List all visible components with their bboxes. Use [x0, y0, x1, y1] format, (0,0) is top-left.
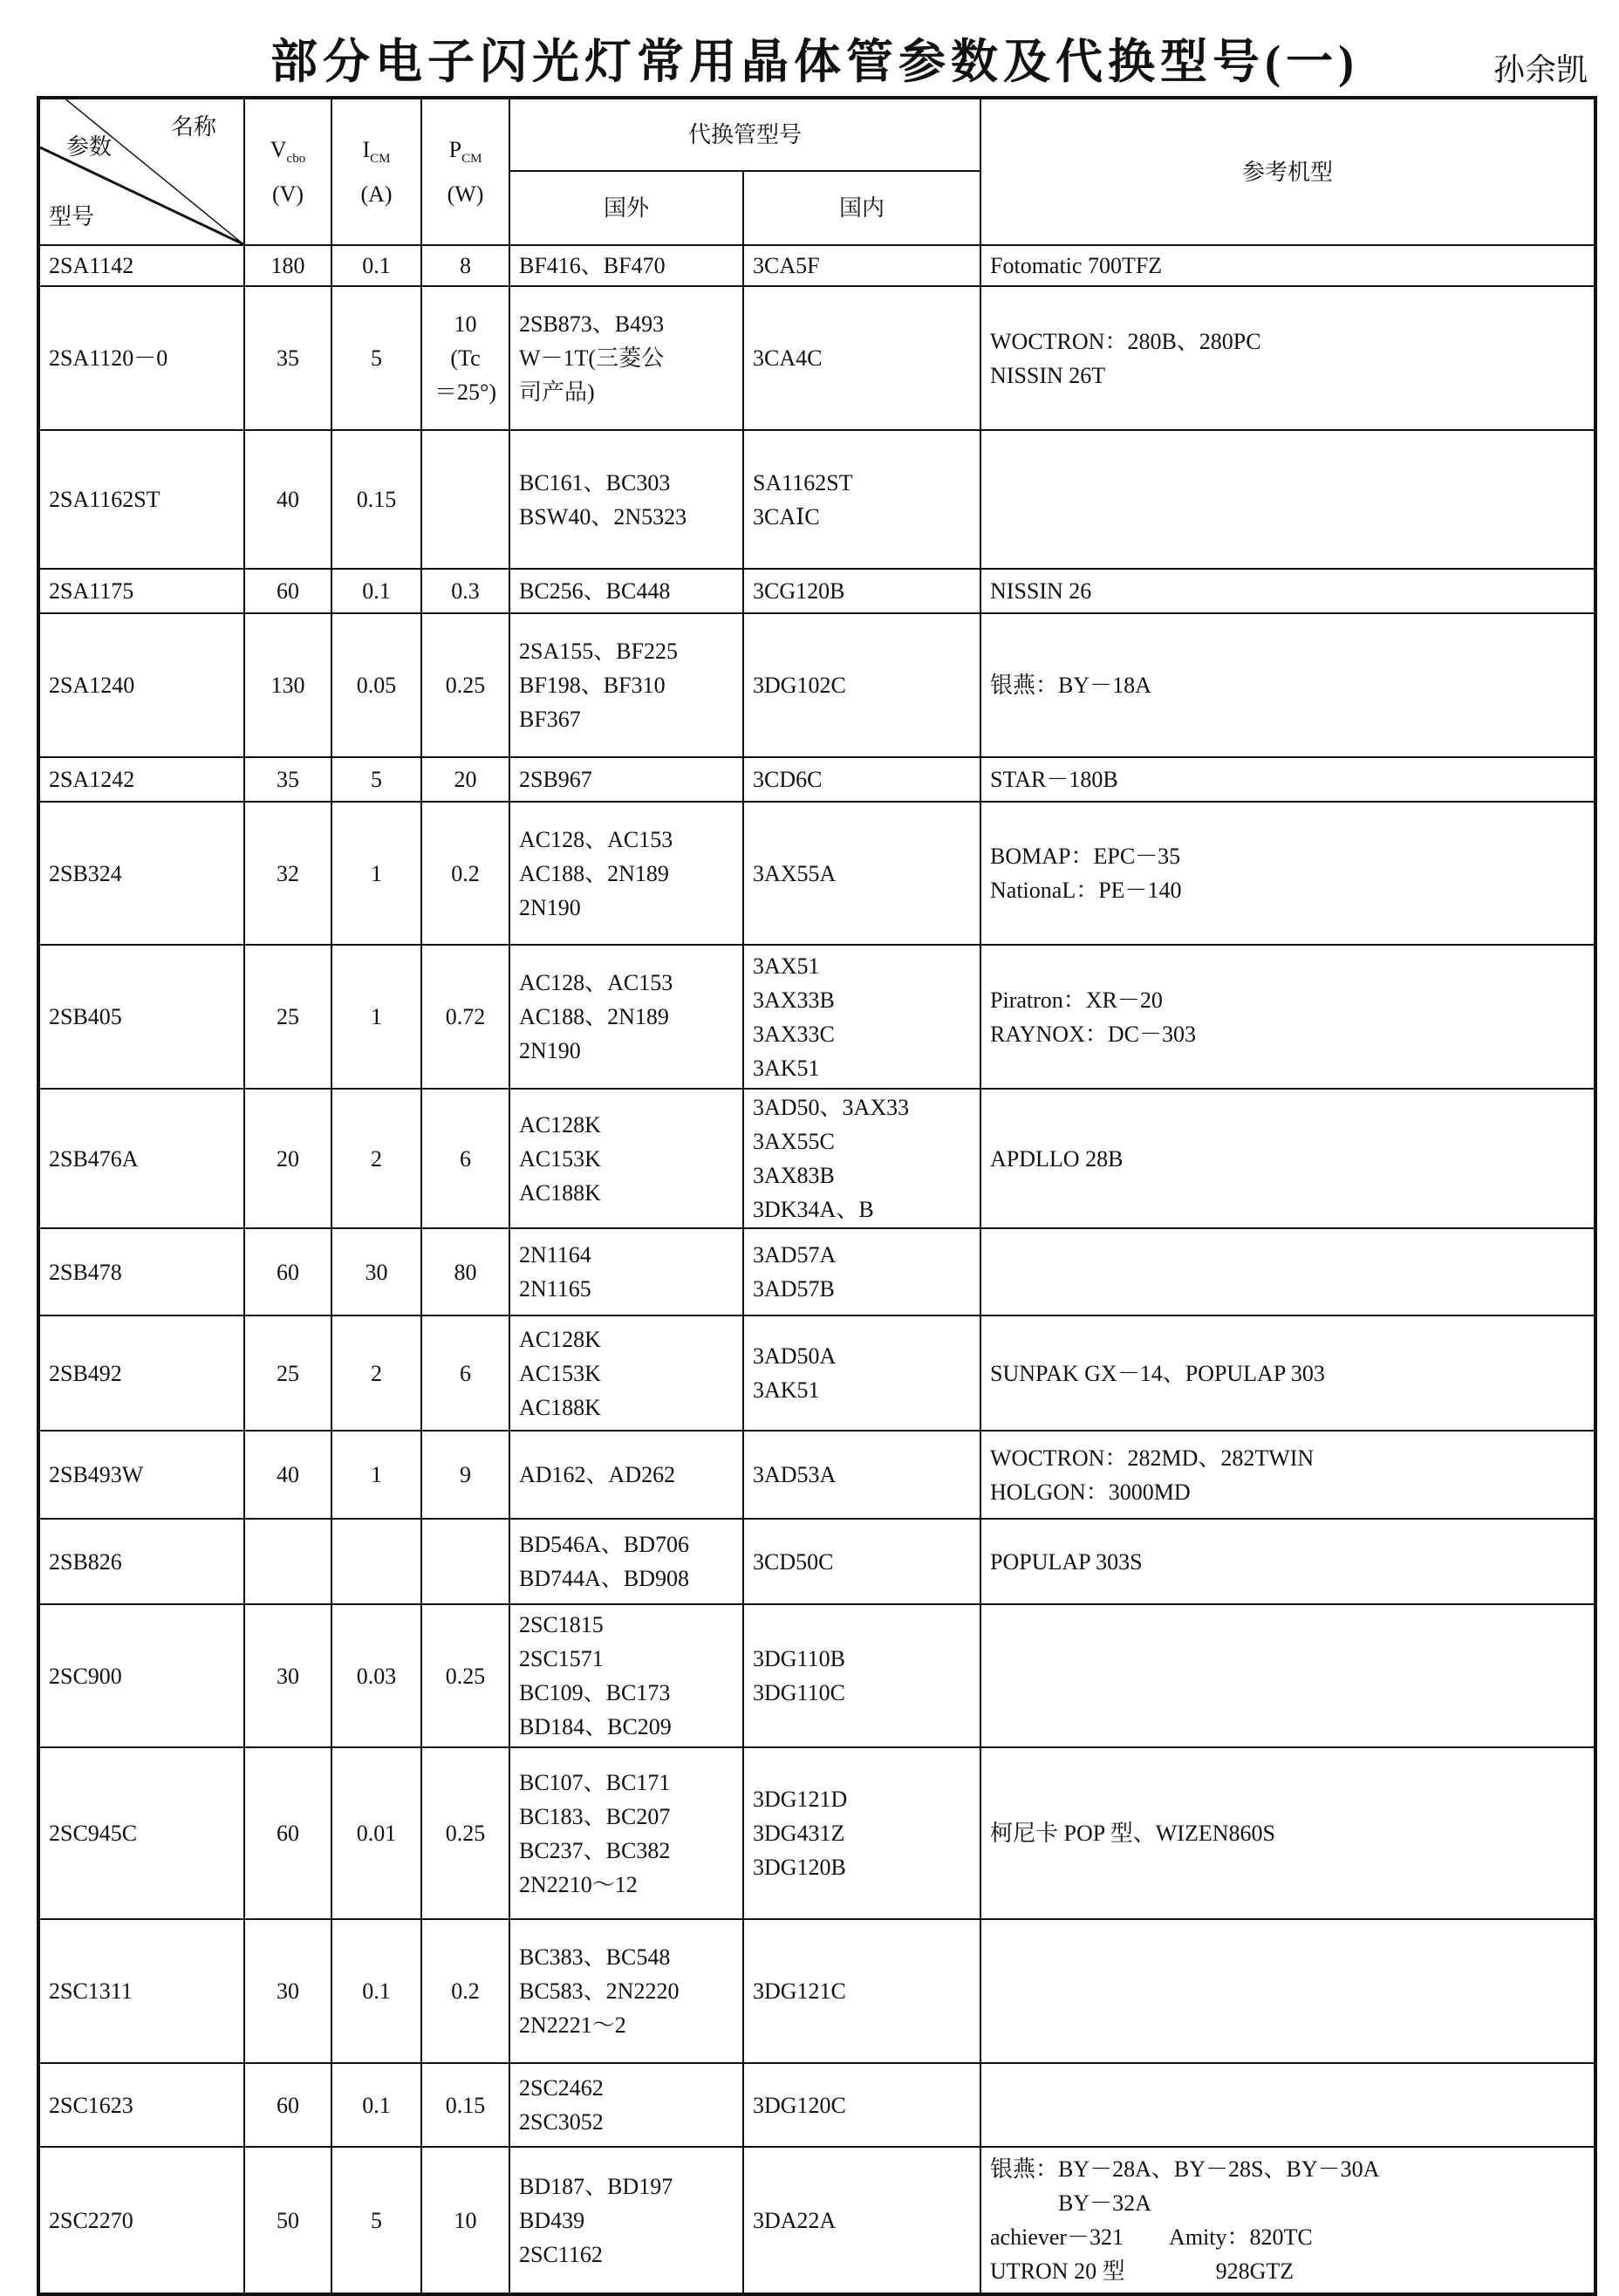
header-replacement: 代换管型号: [509, 98, 980, 171]
cell-domestic: [743, 1919, 980, 2063]
cell-reference: [980, 802, 1595, 945]
cell-model: 2SC1623: [38, 2063, 244, 2147]
cell-foreign: [509, 245, 743, 286]
foreign-line: BD184、BC209: [519, 1714, 672, 1739]
author: 孙余凯: [1493, 52, 1588, 87]
table-row: [38, 613, 1595, 757]
foreign-line: BD546A、BD706: [519, 1532, 690, 1557]
cell-reference: [980, 2147, 1595, 2294]
cell-vcbo: 180: [244, 245, 331, 286]
cell-model: 2SA1240: [38, 613, 244, 757]
cell-reference: [980, 2063, 1595, 2147]
table-body: [38, 245, 1595, 2294]
cell-vcbo: 20: [244, 1089, 331, 1228]
cell-model: 2SC1311: [38, 1919, 244, 2063]
reference-line: HOLGON：3000MD: [990, 1479, 1191, 1505]
foreign-line: BSW40、2N5323: [519, 503, 687, 530]
domestic-line: 3CD6C: [753, 767, 823, 792]
table-row: [38, 1315, 1595, 1431]
domestic-line: 3CAⅠC: [753, 503, 820, 530]
foreign-line: BD187、BD197: [519, 2173, 673, 2199]
table-row: [38, 1604, 1595, 1747]
cell-domestic: [743, 1519, 980, 1604]
cell-domestic: [743, 1747, 980, 1919]
foreign-line: BC107、BC171: [519, 1769, 671, 1795]
cell-reference: [980, 286, 1595, 430]
header-reference: 参考机型: [980, 98, 1595, 245]
pcm-line: 6: [460, 1145, 471, 1172]
cell-domestic: [743, 430, 980, 569]
foreign-line: BD439: [519, 2207, 585, 2233]
cell-foreign: [509, 1604, 743, 1747]
foreign-line: BD744A、BD908: [519, 1566, 690, 1591]
cell-domestic: [743, 1315, 980, 1431]
cell-domestic: [743, 802, 980, 945]
foreign-line: AC188K: [519, 1394, 601, 1420]
domestic-line: 3CA4C: [753, 345, 823, 371]
cell-icm: 0.05: [331, 613, 421, 757]
foreign-line: BC583、2N2220: [519, 1978, 680, 2004]
cell-icm: 0.15: [331, 430, 421, 569]
cell-pcm: [421, 2147, 509, 2294]
foreign-line: BC109、BC173: [519, 1680, 671, 1705]
cell-icm: 2: [331, 1089, 421, 1228]
cell-model: 2SA1142: [38, 245, 244, 286]
cell-pcm: [421, 1604, 509, 1747]
table-row: [38, 757, 1595, 802]
cell-foreign: [509, 802, 743, 945]
domestic-line: 3AD57B: [753, 1276, 835, 1302]
table-row: [38, 945, 1595, 1089]
cell-foreign: [509, 945, 743, 1089]
domestic-line: 3AX33B: [753, 987, 835, 1013]
foreign-line: 2N2221～2: [519, 2012, 626, 2038]
diagonal-header-cell: [38, 98, 244, 245]
cell-model: 2SC945C: [38, 1747, 244, 1919]
cell-reference: [980, 569, 1595, 613]
domestic-line: 3CG120B: [753, 578, 845, 604]
cell-pcm: [421, 245, 509, 286]
cell-reference: [980, 1519, 1595, 1604]
foreign-line: AC153K: [519, 1145, 601, 1172]
cell-vcbo: 32: [244, 802, 331, 945]
table-row: [38, 1919, 1595, 2063]
pcm-line: 9: [460, 1462, 471, 1487]
cell-vcbo: [244, 1519, 331, 1604]
foreign-line: 2N1164: [519, 1242, 591, 1268]
foreign-line: BC183、BC207: [519, 1803, 671, 1829]
foreign-line: 2SC1162: [519, 2241, 603, 2267]
foreign-line: 2N1165: [519, 1276, 591, 1302]
table-row: [38, 286, 1595, 430]
cell-model: 2SC2270: [38, 2147, 244, 2294]
domestic-line: SA1162ST: [753, 469, 853, 495]
cell-domestic: [743, 757, 980, 802]
pcm-line: 8: [460, 253, 471, 278]
foreign-line: 司产品): [519, 379, 595, 405]
transistor-table: [37, 96, 1597, 2296]
reference-line: 柯尼卡 POP 型、WIZEN860S: [990, 1821, 1275, 1846]
cell-icm: 1: [331, 1431, 421, 1519]
pcm-line: 0.25: [445, 1821, 486, 1846]
domestic-line: 3AD50、3AX33: [753, 1095, 910, 1120]
cell-pcm: [421, 286, 509, 430]
domestic-line: 3AK51: [753, 1377, 820, 1403]
cell-domestic: [743, 286, 980, 430]
cell-vcbo: 40: [244, 1431, 331, 1519]
reference-line: RAYNOX：DC－303: [990, 1021, 1196, 1047]
cell-icm: 0.03: [331, 1604, 421, 1747]
foreign-line: AC153K: [519, 1360, 601, 1386]
cell-reference: [980, 1089, 1595, 1228]
domestic-line: 3DG121C: [753, 1978, 846, 2004]
foreign-line: AC128、AC153: [519, 970, 673, 995]
foreign-line: AC188K: [519, 1179, 601, 1206]
domestic-line: 3AD53A: [753, 1462, 837, 1487]
domestic-line: 3AX33C: [753, 1021, 835, 1047]
cell-model: 2SB405: [38, 945, 244, 1089]
cell-domestic: [743, 613, 980, 757]
foreign-line: 2N190: [519, 894, 581, 920]
cell-domestic: [743, 945, 980, 1089]
cell-icm: 5: [331, 286, 421, 430]
cell-domestic: [743, 1228, 980, 1315]
domestic-line: 3AX55A: [753, 860, 837, 886]
reference-line: WOCTRON：282MD、282TWIN: [990, 1445, 1315, 1471]
cell-pcm: [421, 613, 509, 757]
cell-reference: [980, 613, 1595, 757]
cell-model: 2SA1162ST: [38, 430, 244, 569]
domestic-line: 3CD50C: [753, 1548, 834, 1575]
reference-line: 银燕：BY－28A、BY－28S、BY－30A: [990, 2156, 1380, 2182]
cell-foreign: [509, 1431, 743, 1519]
header-domestic: 国内: [743, 171, 980, 245]
cell-vcbo: 25: [244, 1315, 331, 1431]
cell-reference: [980, 1604, 1595, 1747]
foreign-line: AD162、AD262: [519, 1462, 676, 1487]
cell-reference: [980, 430, 1595, 569]
foreign-line: BF367: [519, 707, 581, 732]
cell-foreign: [509, 1747, 743, 1919]
cell-vcbo: 40: [244, 430, 331, 569]
cell-pcm: [421, 569, 509, 613]
foreign-line: BC256、BC448: [519, 578, 671, 604]
reference-line: Piratron：XR－20: [990, 987, 1163, 1013]
foreign-line: 2SC1815: [519, 1612, 604, 1637]
cell-vcbo: 60: [244, 1747, 331, 1919]
cell-reference: [980, 1228, 1595, 1315]
cell-vcbo: 35: [244, 286, 331, 430]
header-name-label: 名称: [171, 114, 217, 140]
cell-reference: [980, 1919, 1595, 2063]
reference-line: APDLLO 28B: [990, 1145, 1124, 1172]
cell-pcm: [421, 757, 509, 802]
foreign-line: 2SC1571: [519, 1646, 604, 1671]
foreign-line: AC188、2N189: [519, 1004, 669, 1029]
domestic-line: 3DG110B: [753, 1646, 845, 1671]
pcm-line: 0.72: [445, 1004, 486, 1029]
cell-domestic: [743, 2147, 980, 2294]
cell-foreign: [509, 1519, 743, 1604]
table-row: [38, 1089, 1595, 1228]
cell-vcbo: 60: [244, 2063, 331, 2147]
cell-model: 2SA1242: [38, 757, 244, 802]
cell-model: 2SB826: [38, 1519, 244, 1604]
domestic-line: 3AD50A: [753, 1343, 837, 1369]
reference-line: SUNPAK GX－14、POPULAP 303: [990, 1360, 1325, 1386]
cell-domestic: [743, 1604, 980, 1747]
cell-pcm: [421, 430, 509, 569]
cell-foreign: [509, 286, 743, 430]
header-icm: $I_{CM}$ (A): [331, 98, 421, 245]
header-pcm: $P_{CM}$ (W): [421, 98, 509, 245]
foreign-line: 2N190: [519, 1038, 581, 1063]
table-row: [38, 1228, 1595, 1315]
pcm-line: 0.25: [445, 673, 486, 698]
table-row: [38, 2063, 1595, 2147]
cell-foreign: [509, 1315, 743, 1431]
cell-reference: [980, 245, 1595, 286]
domestic-line: 3DG431Z: [753, 1821, 845, 1846]
cell-pcm: [421, 2063, 509, 2147]
cell-foreign: [509, 569, 743, 613]
cell-icm: 1: [331, 945, 421, 1089]
cell-pcm: [421, 1919, 509, 2063]
cell-pcm: [421, 1228, 509, 1315]
cell-vcbo: 35: [244, 757, 331, 802]
domestic-line: 3DG120C: [753, 2092, 846, 2118]
pcm-line: 0.2: [451, 1978, 480, 2004]
pcm-line: 0.25: [445, 1663, 486, 1689]
cell-domestic: [743, 569, 980, 613]
header-model-label: 型号: [49, 204, 95, 229]
cell-foreign: [509, 1228, 743, 1315]
pcm-line: ＝25°): [434, 379, 497, 405]
cell-model: 2SB476A: [38, 1089, 244, 1228]
cell-vcbo: 30: [244, 1919, 331, 2063]
reference-line: UTRON 20 型 928GTZ: [990, 2258, 1295, 2284]
cell-foreign: [509, 2147, 743, 2294]
cell-icm: 0.1: [331, 2063, 421, 2147]
cell-icm: 0.1: [331, 569, 421, 613]
cell-model: 2SB478: [38, 1228, 244, 1315]
domestic-line: 3DA22A: [753, 2207, 837, 2233]
domestic-line: 3CA5F: [753, 253, 820, 278]
table-row: [38, 802, 1595, 945]
cell-foreign: [509, 757, 743, 802]
domestic-line: 3AX55C: [753, 1129, 835, 1154]
cell-model: 2SA1175: [38, 569, 244, 613]
reference-line: NationaL：PE－140: [990, 878, 1182, 903]
cell-icm: 0.01: [331, 1747, 421, 1919]
table-row: [38, 245, 1595, 286]
cell-vcbo: 60: [244, 569, 331, 613]
cell-vcbo: 30: [244, 1604, 331, 1747]
foreign-line: AC128K: [519, 1111, 601, 1138]
foreign-line: BC383、BC548: [519, 1944, 671, 1970]
pcm-line: 10: [454, 2207, 477, 2233]
domestic-line: 3AX83B: [753, 1163, 835, 1188]
cell-vcbo: 50: [244, 2147, 331, 2294]
cell-icm: 1: [331, 802, 421, 945]
cell-reference: [980, 1315, 1595, 1431]
foreign-line: BC161、BC303: [519, 469, 671, 495]
cell-icm: 2: [331, 1315, 421, 1431]
reference-line: BY－32A: [990, 2190, 1151, 2216]
pcm-line: 80: [454, 1259, 477, 1285]
domestic-line: 3DK34A、B: [753, 1197, 874, 1222]
pcm-line: 20: [454, 767, 477, 792]
cell-domestic: [743, 245, 980, 286]
cell-vcbo: 130: [244, 613, 331, 757]
foreign-line: AC128、AC153: [519, 826, 673, 852]
cell-reference: [980, 1431, 1595, 1519]
cell-icm: [331, 1519, 421, 1604]
pcm-line: 6: [460, 1360, 471, 1386]
header-param-label: 参数: [66, 134, 113, 160]
foreign-line: BC237、BC382: [519, 1837, 671, 1863]
reference-line: Fotomatic 700TFZ: [990, 253, 1163, 278]
cell-pcm: [421, 1431, 509, 1519]
domestic-line: 3DG110C: [753, 1680, 845, 1705]
foreign-line: W－1T(三菱公: [519, 345, 665, 371]
cell-domestic: [743, 2063, 980, 2147]
foreign-line: 2SB873、B493: [519, 311, 665, 337]
cell-model: 2SC900: [38, 1604, 244, 1747]
domestic-line: 3DG102C: [753, 673, 846, 698]
foreign-line: 2SC3052: [519, 2109, 604, 2135]
cell-icm: 0.1: [331, 245, 421, 286]
reference-line: POPULAP 303S: [990, 1548, 1143, 1575]
table-row: [38, 1519, 1595, 1604]
reference-line: NISSIN 26T: [990, 362, 1106, 388]
cell-vcbo: 25: [244, 945, 331, 1089]
cell-foreign: [509, 1089, 743, 1228]
cell-pcm: [421, 802, 509, 945]
reference-line: achiever－321 Amity：820TC: [990, 2224, 1313, 2250]
table-row: [38, 2147, 1595, 2294]
reference-line: WOCTRON：280B、280PC: [990, 328, 1261, 354]
cell-reference: [980, 757, 1595, 802]
pcm-line: 0.15: [445, 2092, 486, 2118]
pcm-line: (Tc: [450, 345, 481, 371]
cell-pcm: [421, 1519, 509, 1604]
cell-foreign: [509, 613, 743, 757]
domestic-line: 3AX51: [753, 953, 820, 979]
table-row: [38, 1431, 1595, 1519]
table-row: [38, 1747, 1595, 1919]
cell-icm: 5: [331, 2147, 421, 2294]
reference-line: STAR－180B: [990, 767, 1118, 792]
foreign-line: 2SC2462: [519, 2075, 604, 2101]
cell-pcm: [421, 1747, 509, 1919]
cell-icm: 30: [331, 1228, 421, 1315]
header-foreign: 国外: [509, 171, 743, 245]
foreign-line: BF198、BF310: [519, 673, 666, 698]
domestic-line: 3AK51: [753, 1055, 820, 1081]
domestic-line: 3DG120B: [753, 1855, 846, 1880]
cell-icm: 0.1: [331, 1919, 421, 2063]
cell-model: 2SA1120－0: [38, 286, 244, 430]
pcm-line: 0.3: [451, 578, 480, 604]
pcm-line: 0.2: [451, 860, 480, 886]
cell-reference: [980, 1747, 1595, 1919]
cell-foreign: [509, 2063, 743, 2147]
domestic-line: 3AD57A: [753, 1242, 837, 1268]
page-title: 部分电子闪光灯常用晶体管参数及代换型号(一): [270, 36, 1359, 88]
pcm-line: 10: [454, 311, 477, 337]
foreign-line: 2SB967: [519, 767, 592, 792]
cell-pcm: [421, 1089, 509, 1228]
foreign-line: AC128K: [519, 1326, 601, 1352]
cell-domestic: [743, 1431, 980, 1519]
foreign-line: BF416、BF470: [519, 253, 666, 278]
cell-model: 2SB492: [38, 1315, 244, 1431]
cell-model: 2SB493W: [38, 1431, 244, 1519]
cell-foreign: [509, 430, 743, 569]
foreign-line: AC188、2N189: [519, 860, 669, 886]
table-row: [38, 569, 1595, 613]
reference-line: BOMAP：EPC－35: [990, 844, 1181, 869]
cell-pcm: [421, 945, 509, 1089]
cell-vcbo: 60: [244, 1228, 331, 1315]
header-vcbo: $V_{cbo}$ (V): [244, 98, 331, 245]
foreign-line: 2N2210～12: [519, 1871, 638, 1897]
foreign-line: 2SA155、BF225: [519, 639, 679, 664]
table-row: [38, 430, 1595, 569]
cell-domestic: [743, 1089, 980, 1228]
cell-model: 2SB324: [38, 802, 244, 945]
cell-pcm: [421, 1315, 509, 1431]
reference-line: NISSIN 26: [990, 578, 1092, 604]
reference-line: 银燕：BY－18A: [990, 673, 1151, 698]
cell-foreign: [509, 1919, 743, 2063]
cell-reference: [980, 945, 1595, 1089]
cell-icm: 5: [331, 757, 421, 802]
domestic-line: 3DG121D: [753, 1787, 848, 1812]
